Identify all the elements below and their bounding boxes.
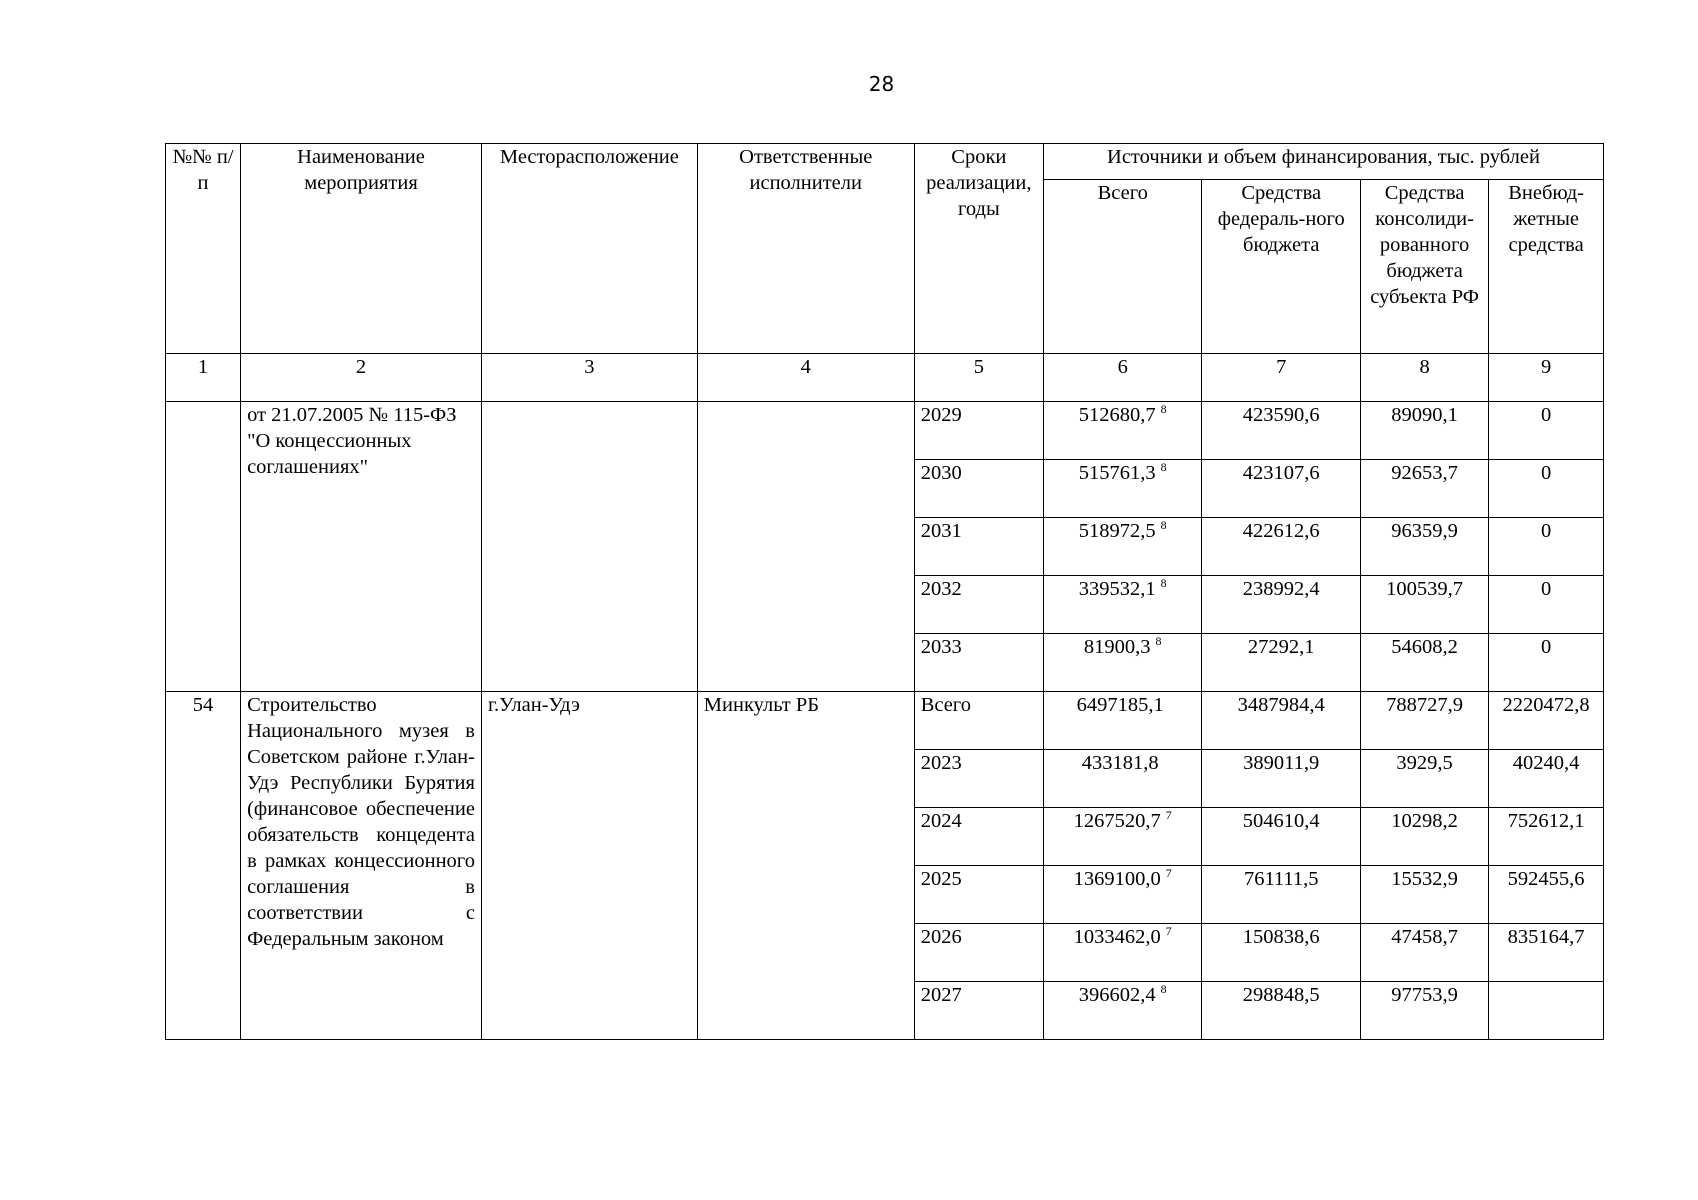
federal-cell: 423107,6 [1202, 460, 1361, 518]
total-value: 1267520,7 [1073, 810, 1161, 832]
table-row [166, 692, 1604, 750]
consolidated-cell: 92653,7 [1360, 460, 1488, 518]
total-value: 512680,7 [1078, 404, 1156, 426]
total-cell [1043, 460, 1202, 518]
footnote-mark: 8 [1160, 402, 1167, 416]
year-cell: 2032 [914, 576, 1043, 634]
year-cell: 2023 [914, 750, 1043, 808]
federal-cell: 27292,1 [1202, 634, 1361, 692]
footnote-mark: 7 [1165, 808, 1172, 822]
header-location: Месторасположение [481, 144, 697, 354]
federal-cell: 238992,4 [1202, 576, 1361, 634]
year-cell: 2024 [914, 808, 1043, 866]
total-value: 396602,4 [1078, 984, 1156, 1006]
column-number: 3 [481, 354, 697, 402]
column-number: 5 [914, 354, 1043, 402]
consolidated-cell: 89090,1 [1360, 402, 1488, 460]
footnote-mark: 8 [1160, 576, 1167, 590]
total-cell [1043, 576, 1202, 634]
header-extrabudget: Внебюд-жетные средства [1489, 180, 1604, 354]
consolidated-cell: 10298,2 [1360, 808, 1488, 866]
consolidated-cell: 97753,9 [1360, 982, 1488, 1040]
header-terms: Сроки реализации, годы [914, 144, 1043, 354]
year-cell: 2027 [914, 982, 1043, 1040]
footnote-mark: 8 [1155, 634, 1162, 648]
total-value: 515761,3 [1078, 462, 1156, 484]
header-row-1 [166, 144, 1604, 180]
total-cell [1043, 518, 1202, 576]
total-cell [1043, 866, 1202, 924]
header-financing: Источники и объем финансирования, тыс. рублей [1043, 144, 1603, 180]
header-total: Всего [1043, 180, 1202, 354]
year-cell: 2031 [914, 518, 1043, 576]
total-value: 433181,8 [1081, 752, 1159, 774]
header-num: №№ п/п [166, 144, 241, 354]
footnote-mark: 8 [1160, 982, 1167, 996]
total-cell [1043, 692, 1202, 750]
page-number: 28 [868, 72, 895, 96]
consolidated-cell: 3929,5 [1360, 750, 1488, 808]
column-number: 1 [166, 354, 241, 402]
table-row [166, 402, 1604, 460]
federal-cell: 423590,6 [1202, 402, 1361, 460]
total-value: 339532,1 [1078, 578, 1156, 600]
extrabudget-cell [1489, 982, 1604, 1040]
extrabudget-cell: 2220472,8 [1489, 692, 1604, 750]
year-cell: 2033 [914, 634, 1043, 692]
extrabudget-cell: 40240,4 [1489, 750, 1604, 808]
total-value: 518972,5 [1078, 520, 1156, 542]
item-responsible-cell: Минкульт РБ [697, 692, 914, 1040]
consolidated-cell: 47458,7 [1360, 924, 1488, 982]
item-responsible-cell [697, 402, 914, 692]
header-federal: Средства федераль-ного бюджета [1202, 180, 1361, 354]
item-location-cell [481, 402, 697, 692]
item-name-cell: Строительство Национального музея в Советском районе г.Улан-Удэ Республики Бурятия (финансовое обеспечение обязательств концедента в рамках концессионного соглашения в соответствии с Федеральным законом [241, 692, 482, 1040]
item-number-cell: 54 [166, 692, 241, 1040]
year-cell: 2030 [914, 460, 1043, 518]
extrabudget-cell: 0 [1489, 576, 1604, 634]
consolidated-cell: 788727,9 [1360, 692, 1488, 750]
total-cell [1043, 750, 1202, 808]
consolidated-cell: 15532,9 [1360, 866, 1488, 924]
total-cell [1043, 924, 1202, 982]
footnote-mark: 8 [1160, 460, 1167, 474]
year-cell: 2026 [914, 924, 1043, 982]
item-location-cell: г.Улан-Удэ [481, 692, 697, 1040]
total-cell [1043, 982, 1202, 1040]
year-cell: 2029 [914, 402, 1043, 460]
total-value: 6497185,1 [1076, 694, 1164, 716]
footnote-mark: 8 [1160, 518, 1167, 532]
extrabudget-cell: 592455,6 [1489, 866, 1604, 924]
year-cell: Всего [914, 692, 1043, 750]
header-name: Наименование мероприятия [241, 144, 482, 354]
footnote-mark: 7 [1165, 866, 1172, 880]
federal-cell: 389011,9 [1202, 750, 1361, 808]
item-number-cell [166, 402, 241, 692]
consolidated-cell: 96359,9 [1360, 518, 1488, 576]
federal-cell: 298848,5 [1202, 982, 1361, 1040]
extrabudget-cell: 835164,7 [1489, 924, 1604, 982]
consolidated-cell: 100539,7 [1360, 576, 1488, 634]
column-number: 2 [241, 354, 482, 402]
federal-cell: 3487984,4 [1202, 692, 1361, 750]
total-value: 1369100,0 [1073, 868, 1161, 890]
column-number: 7 [1202, 354, 1361, 402]
total-value: 81900,3 [1083, 636, 1151, 658]
header-consolidated: Средства консолиди-рованного бюджета субъекта РФ [1360, 180, 1488, 354]
column-number: 4 [697, 354, 914, 402]
column-number-row [166, 354, 1604, 402]
financing-table [165, 143, 1604, 1040]
header-responsible: Ответственные исполнители [697, 144, 914, 354]
footnote-mark: 7 [1165, 924, 1172, 938]
total-cell [1043, 402, 1202, 460]
extrabudget-cell: 0 [1489, 634, 1604, 692]
item-name-cell: от 21.07.2005 № 115-ФЗ "О концессионных соглашениях" [241, 402, 482, 692]
extrabudget-cell: 0 [1489, 518, 1604, 576]
column-number: 8 [1360, 354, 1488, 402]
extrabudget-cell: 752612,1 [1489, 808, 1604, 866]
total-cell [1043, 808, 1202, 866]
column-number: 9 [1489, 354, 1604, 402]
extrabudget-cell: 0 [1489, 402, 1604, 460]
total-value: 1033462,0 [1073, 926, 1161, 948]
federal-cell: 761111,5 [1202, 866, 1361, 924]
year-cell: 2025 [914, 866, 1043, 924]
extrabudget-cell: 0 [1489, 460, 1604, 518]
federal-cell: 504610,4 [1202, 808, 1361, 866]
federal-cell: 422612,6 [1202, 518, 1361, 576]
total-cell [1043, 634, 1202, 692]
consolidated-cell: 54608,2 [1360, 634, 1488, 692]
column-number: 6 [1043, 354, 1202, 402]
federal-cell: 150838,6 [1202, 924, 1361, 982]
